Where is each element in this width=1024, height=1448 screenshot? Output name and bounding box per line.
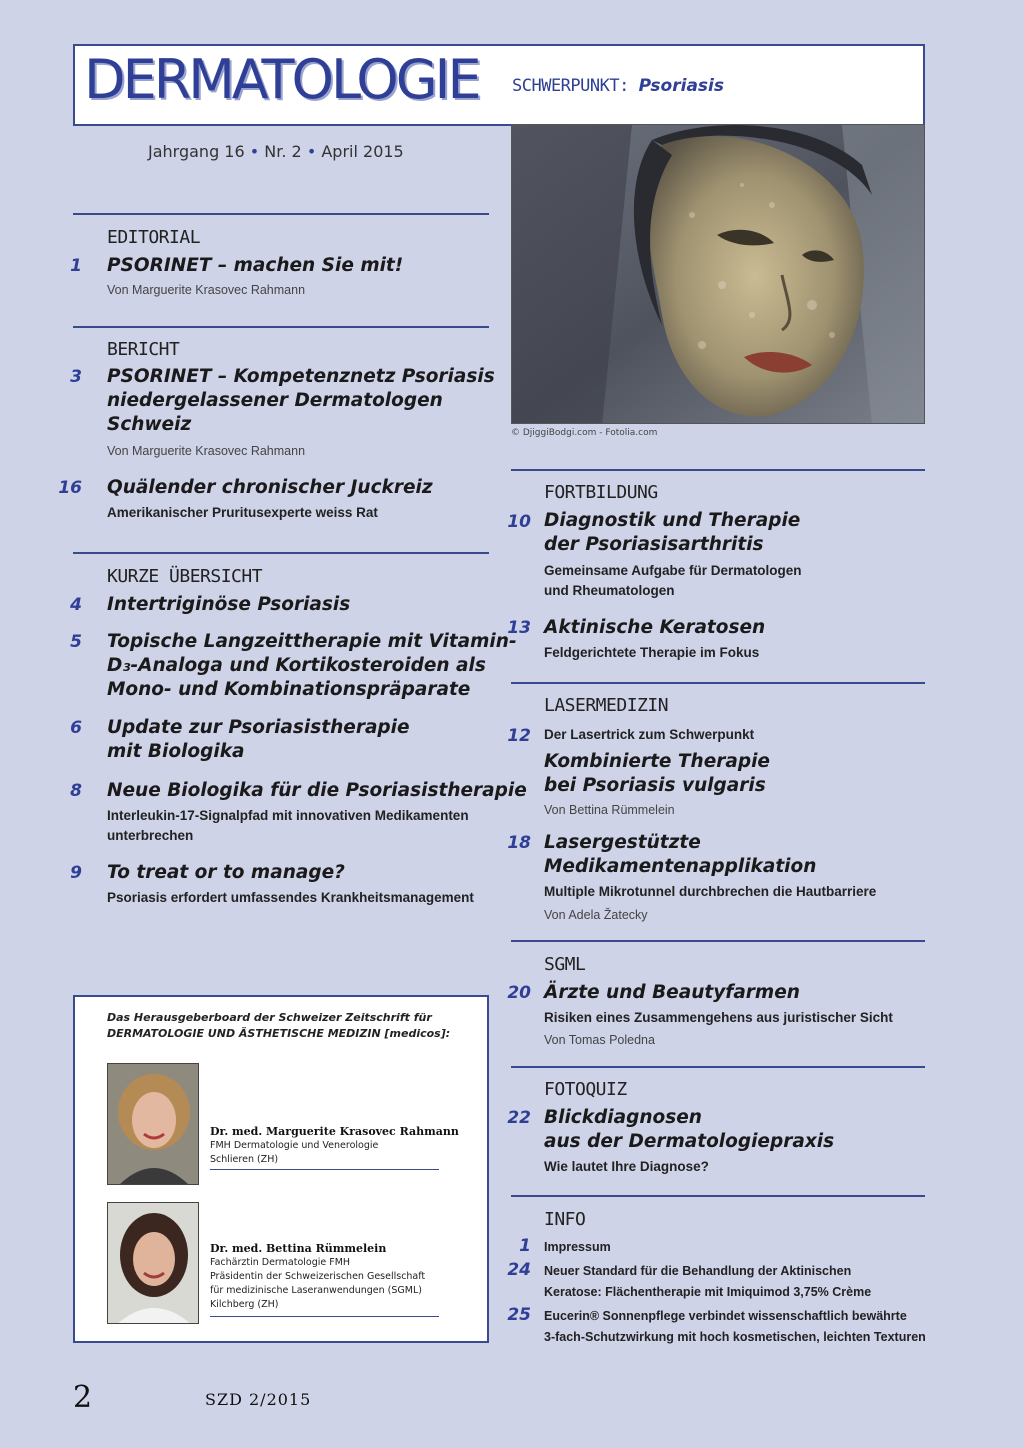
separator-dot: • — [306, 142, 317, 161]
page-number: 4 — [70, 595, 82, 615]
article-title[interactable]: To treat or to manage? — [107, 862, 345, 883]
page-number: 24 — [507, 1260, 531, 1280]
page-number: 16 — [58, 478, 82, 498]
board-member-detail: Fachärztin Dermatologie FMH — [210, 1257, 351, 1268]
article-title-line[interactable]: Schweiz — [107, 414, 192, 435]
issue-number: Nr. 2 — [264, 142, 302, 161]
article-title-line[interactable]: der Psoriasisarthritis — [544, 534, 764, 555]
article-title-line[interactable]: Topische Langzeittherapie mit Vitamin- — [107, 631, 517, 652]
schwerpunkt — [512, 76, 724, 96]
page-number: 6 — [70, 718, 82, 738]
article-kicker: Der Lasertrick zum Schwerpunkt — [544, 727, 755, 742]
section-title-bericht: BERICHT — [107, 339, 180, 360]
article-title-line[interactable]: Lasergestützte — [544, 832, 701, 853]
page-number: 20 — [507, 983, 531, 1003]
board-member-name: Dr. med. Bettina Rümmelein — [210, 1242, 387, 1255]
article-subtitle: Amerikanischer Pruritusexperte weiss Rat — [107, 505, 378, 520]
article-subtitle-line: unterbrechen — [107, 828, 194, 843]
section-rule — [511, 1066, 925, 1068]
member-rule — [210, 1169, 439, 1170]
page-number: 10 — [507, 512, 531, 532]
article-subtitle: Risiken eines Zusammengehens aus juristischer Sicht — [544, 1010, 893, 1025]
magazine-title: DERMATOLOGIE — [84, 48, 479, 111]
member-rule — [210, 1316, 439, 1317]
article-subtitle-line: Interleukin-17-Signalpfad mit innovativen Medikamenten — [107, 808, 469, 823]
section-title-sgml: SGML — [544, 954, 586, 975]
avatar — [107, 1063, 199, 1185]
article-subtitle-line: und Rheumatologen — [544, 583, 675, 598]
article-title-line[interactable]: Blickdiagnosen — [544, 1107, 702, 1128]
board-member-detail: für medizinische Laseranwendungen (SGML) — [210, 1285, 422, 1296]
section-title-editorial: EDITORIAL — [107, 227, 201, 248]
info-item[interactable]: Impressum — [544, 1240, 611, 1254]
info-item-line[interactable]: Eucerin® Sonnenpflege verbindet wissenschaftlich bewährte — [544, 1309, 907, 1323]
article-author: Von Marguerite Krasovec Rahmann — [107, 283, 306, 297]
article-title-line[interactable]: Kombinierte Therapie — [544, 751, 770, 772]
article-author: Von Tomas Poledna — [544, 1033, 655, 1047]
article-title[interactable]: Ärzte und Beautyfarmen — [544, 982, 800, 1003]
cover-image — [511, 124, 925, 424]
issue-date: April 2015 — [321, 142, 404, 161]
page-number: 1 — [70, 256, 82, 276]
avatar — [107, 1202, 199, 1324]
article-title-line[interactable]: bei Psoriasis vulgaris — [544, 775, 766, 796]
section-rule — [73, 213, 489, 215]
separator-dot: • — [249, 142, 260, 161]
article-title-line[interactable]: Medikamentenapplikation — [544, 856, 817, 877]
article-title-line[interactable]: mit Biologika — [107, 741, 245, 762]
page-number: 9 — [70, 863, 82, 883]
schwerpunkt-label: SCHWERPUNKT: — [512, 76, 629, 96]
board-heading-line: DERMATOLOGIE UND ÄSTHETISCHE MEDIZIN [medicos]: — [107, 1027, 451, 1040]
section-rule — [511, 1195, 925, 1197]
article-author: Von Bettina Rümmelein — [544, 803, 675, 817]
board-member-detail: Präsidentin der Schweizerischen Gesellschaft — [210, 1271, 426, 1282]
article-subtitle: Psoriasis erfordert umfassendes Krankheitsmanagement — [107, 890, 474, 905]
section-title-fortbildung: FORTBILDUNG — [544, 482, 658, 503]
article-author: Von Adela Žatecky — [544, 908, 648, 922]
page-number: 3 — [70, 367, 82, 387]
section-rule — [511, 682, 925, 684]
issue-line — [148, 142, 404, 161]
portrait-krasovec-rahmann — [108, 1064, 199, 1185]
article-title[interactable]: Intertriginöse Psoriasis — [107, 594, 351, 615]
section-rule — [73, 552, 489, 554]
board-heading-line: Das Herausgeberboard der Schweizer Zeitschrift für — [107, 1011, 432, 1024]
section-rule — [73, 326, 489, 328]
article-subtitle: Wie lautet Ihre Diagnose? — [544, 1159, 709, 1174]
article-title[interactable]: Quälender chronischer Juckreiz — [107, 477, 433, 498]
page-number: 22 — [507, 1108, 531, 1128]
page-number: 5 — [70, 632, 82, 652]
article-title-line[interactable]: Diagnostik und Therapie — [544, 510, 801, 531]
section-rule — [511, 469, 925, 471]
volume: Jahrgang 16 — [148, 142, 245, 161]
page-folio: 2 — [73, 1380, 93, 1415]
section-rule — [511, 940, 925, 942]
board-member-detail: FMH Dermatologie und Venerologie — [210, 1140, 379, 1151]
article-subtitle: Feldgerichtete Therapie im Fokus — [544, 645, 760, 660]
article-title-line[interactable]: Mono- und Kombinationspräparate — [107, 679, 471, 700]
board-heading — [107, 1010, 450, 1042]
article-title[interactable]: Neue Biologika für die Psoriasistherapie — [107, 780, 527, 801]
board-member-detail: Kilchberg (ZH) — [210, 1299, 279, 1310]
board-member-name: Dr. med. Marguerite Krasovec Rahmann — [210, 1125, 459, 1138]
info-item-line[interactable]: Neuer Standard für die Behandlung der Aktinischen — [544, 1264, 852, 1278]
schwerpunkt-topic: Psoriasis — [638, 76, 724, 96]
page-number: 12 — [507, 726, 531, 746]
journal-reference: SZD 2/2015 — [205, 1390, 312, 1409]
page-number: 13 — [507, 618, 531, 638]
page-number: 18 — [507, 833, 531, 853]
info-item-line[interactable]: Keratose: Flächentherapie mit Imiquimod 3,75% Crème — [544, 1285, 872, 1299]
section-title-fotoquiz: FOTOQUIZ — [544, 1079, 627, 1100]
article-title[interactable]: Aktinische Keratosen — [544, 617, 766, 638]
board-member-detail: Schlieren (ZH) — [210, 1154, 279, 1165]
article-author: Von Marguerite Krasovec Rahmann — [107, 444, 306, 458]
article-subtitle-line: Gemeinsame Aufgabe für Dermatologen — [544, 563, 802, 578]
section-title-lasermedizin: LASERMEDIZIN — [544, 695, 669, 716]
article-title-line[interactable]: aus der Dermatologiepraxis — [544, 1131, 835, 1152]
image-credit: © DjiggiBodgi.com - Fotolia.com — [511, 428, 658, 438]
page-number: 1 — [519, 1236, 531, 1256]
article-title-line[interactable]: D₃-Analoga und Kortikosteroiden als — [107, 655, 486, 676]
article-title-line[interactable]: Update zur Psoriasistherapie — [107, 717, 410, 738]
page-number: 25 — [507, 1305, 531, 1325]
portrait-ruemmelein — [108, 1203, 199, 1324]
article-subtitle: Multiple Mikrotunnel durchbrechen die Hautbarriere — [544, 884, 877, 899]
section-title-info: INFO — [544, 1209, 586, 1230]
cover-illustration — [512, 125, 925, 424]
section-title-kurze-uebersicht: KURZE ÜBERSICHT — [107, 566, 263, 587]
article-title[interactable]: PSORINET – machen Sie mit! — [107, 255, 404, 276]
info-item-line[interactable]: 3-fach-Schutzwirkung mit hoch kosmetischen, leichten Texturen — [544, 1330, 926, 1344]
article-title-line[interactable]: niedergelassener Dermatologen — [107, 390, 443, 411]
page-number: 8 — [70, 781, 82, 801]
article-title-line[interactable]: PSORINET – Kompetenznetz Psoriasis — [107, 366, 495, 387]
